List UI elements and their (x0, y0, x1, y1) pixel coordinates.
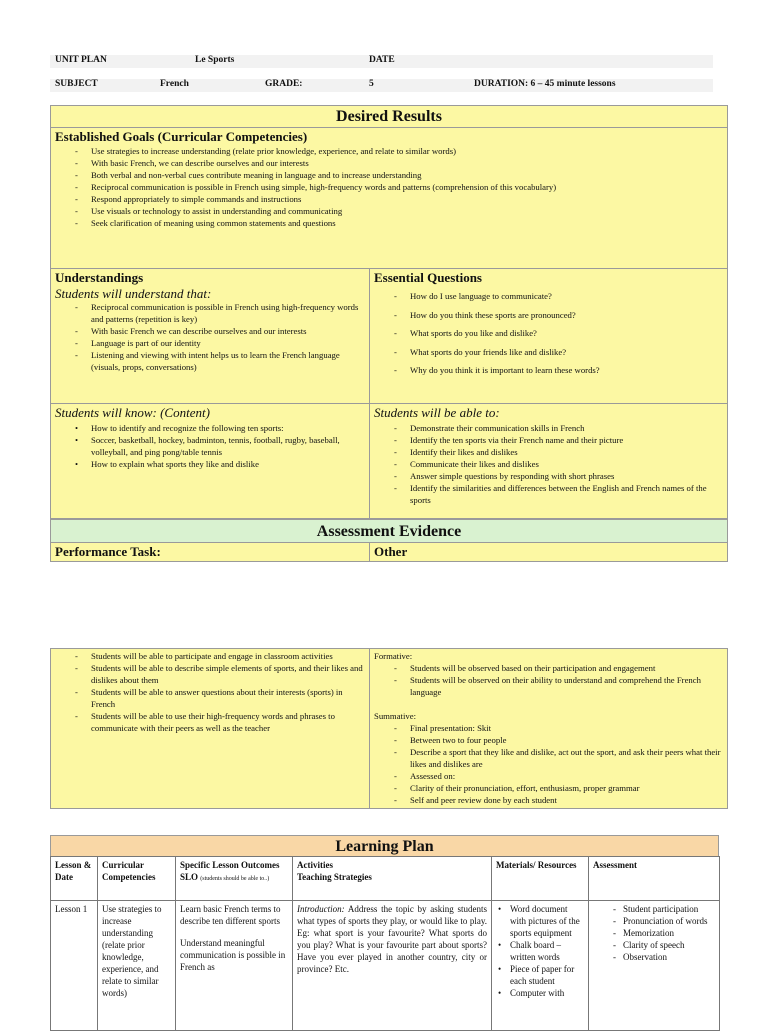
list-item: - Respond appropriately to simple commands and instructions (55, 193, 723, 205)
essential-questions-heading: Essential Questions (374, 270, 482, 285)
desired-results-title: Desired Results (50, 105, 728, 128)
competencies-cell: Use strategies to increase understanding (relate prior knowledge, experience, and relate to similar words) (98, 901, 176, 1031)
will-know-section (50, 403, 370, 519)
goals-heading: Established Goals (Curricular Competencies) (55, 129, 308, 144)
teaching-strategies-label: Teaching Strategies (297, 872, 372, 882)
slo-item: Understand meaningful communication is possible in French as (180, 938, 286, 972)
understandings-section (50, 268, 370, 404)
slo-note: (students should be able to..) (200, 876, 270, 882)
list-item: - Describe a sport that they like and dislike, act out the sport, and ask their peers what their likes and dislikes are (374, 746, 723, 770)
understandings-subheading: Students will understand that: (55, 286, 212, 301)
list-item: • How to identify and recognize the following ten sports: (55, 422, 365, 434)
table-row (51, 901, 720, 1031)
able-to-list (374, 422, 723, 506)
performance-items-cell (50, 648, 370, 809)
formative-label: Formative: (374, 651, 413, 661)
other-label: Other (374, 544, 408, 559)
col-activities (293, 857, 492, 901)
subject-label: SUBJECT (55, 79, 98, 89)
materials-list (496, 903, 584, 999)
list-item: - Seek clarification of meaning using common statements and questions (55, 217, 723, 229)
list-item: - Listening and viewing with intent helps us to learn the French language (visuals, props, conversations) (55, 349, 365, 373)
list-item: - Final presentation: Skit (374, 722, 723, 734)
assessment-cell (589, 901, 720, 1031)
list-item: - Students will be able to participate and engage in classroom activities (55, 650, 365, 662)
assessment-list (609, 903, 715, 963)
slo-abbr-line (180, 871, 288, 885)
performance-task-label: Performance Task: (55, 544, 161, 559)
list-item: - What sports do your friends like and dislike? (374, 346, 723, 358)
list-item: - Identify the similarities and differences between the English and French names of the sports (374, 482, 723, 506)
list-item: - Communicate their likes and dislikes (374, 458, 723, 470)
list-item: - Pronunciation of words (609, 915, 715, 927)
goals-section (50, 127, 728, 269)
list-item: - Both verbal and non-verbal cues contribute meaning in language and to increase understanding (55, 169, 723, 181)
list-item: • Word document with pictures of the sports equipment (496, 903, 584, 939)
list-item: - Students will be observed based on their participation and engagement (374, 662, 723, 674)
list-item: - Students will be able to describe simple elements of sports, and their likes and dislikes about them (55, 662, 365, 686)
list-item: - Assessed on: (374, 770, 723, 782)
able-to-section (369, 403, 728, 519)
performance-list (55, 650, 365, 734)
list-item: - Students will be able to use their high-frequency words and phrases to communicate with their peers as well as the teacher (55, 710, 365, 734)
list-item: - Use visuals or technology to assist in understanding and communicating (55, 205, 723, 217)
summative-label: Summative: (374, 711, 416, 721)
list-item: - Why do you think it is important to learn these words? (374, 364, 723, 376)
duration: DURATION: 6 – 45 minute lessons (474, 79, 616, 89)
list-item: - Answer simple questions by responding with short phrases (374, 470, 723, 482)
list-item: - Student participation (609, 903, 715, 915)
date-label: DATE (369, 55, 395, 65)
slo-abbr: SLO (180, 872, 199, 882)
list-item: - Identify the ten sports via their French name and their picture (374, 434, 723, 446)
list-item: - With basic French we can describe ourselves and our interests (55, 325, 365, 337)
col-materials: Materials/ Resources (492, 857, 589, 901)
table-header-row (51, 857, 720, 901)
list-item: - Memorization (609, 927, 715, 939)
col-assessment: Assessment (589, 857, 720, 901)
list-item: - With basic French, we can describe ourselves and our interests (55, 157, 723, 169)
list-item: • Computer with (496, 987, 584, 999)
slo-item: Learn basic French terms to describe ten different sports (180, 904, 281, 926)
lesson-cell: Lesson 1 (51, 901, 98, 1031)
activities-label: Activities (297, 860, 333, 870)
list-item: - Students will be observed on their ability to understand and comprehend the French language (374, 674, 723, 698)
col-competencies: Curricular Competencies (98, 857, 176, 901)
col-lesson: Lesson & Date (51, 857, 98, 901)
intro-label: Introduction: (297, 904, 345, 914)
essential-questions-section (369, 268, 728, 404)
list-item: • How to explain what sports they like and dislike (55, 458, 365, 470)
goals-list (55, 145, 723, 229)
intro-text: Address the topic by asking students what types of sports they play, or would like to play. Eg: what sport is your favourite? What sports do you play? What is your favourite part about sports? Have you ever played in another country, city or province? Etc. (297, 904, 487, 974)
unit-plan-label: UNIT PLAN (55, 55, 107, 65)
list-item: - Self and peer review done by each student (374, 794, 723, 806)
summative-list (374, 722, 723, 806)
will-know-heading: Students will know: (Content) (55, 405, 210, 420)
learning-plan-table (50, 856, 720, 1031)
materials-cell (492, 901, 589, 1031)
other-items-cell (369, 648, 728, 809)
list-item: - Identify their likes and dislikes (374, 446, 723, 458)
list-item: - Use strategies to increase understanding (relate prior knowledge, experience, and relate to similar words) (55, 145, 723, 157)
activities-cell (293, 901, 492, 1031)
essential-questions-list (374, 290, 723, 376)
list-item: - Observation (609, 951, 715, 963)
unit-plan-value: Le Sports (195, 55, 235, 65)
col-slo (176, 857, 293, 901)
performance-task-cell (50, 542, 370, 562)
list-item: - How do you think these sports are pronounced? (374, 309, 723, 321)
list-item: - Reciprocal communication is possible in French using high-frequency words and patterns (repetition is key) (55, 301, 365, 325)
list-item: - Clarity of speech (609, 939, 715, 951)
understandings-heading: Understandings (55, 270, 144, 285)
list-item: - Demonstrate their communication skills in French (374, 422, 723, 434)
learning-plan-title: Learning Plan (50, 835, 719, 857)
able-to-heading: Students will be able to: (374, 405, 500, 420)
list-item: - What sports do you like and dislike? (374, 327, 723, 339)
slo-cell (176, 901, 293, 1031)
grade-label: GRADE: (265, 79, 303, 89)
slo-title: Specific Lesson Outcomes (180, 860, 280, 870)
list-item: - How do I use language to communicate? (374, 290, 723, 302)
list-item: - Students will be able to answer questions about their interests (sports) in French (55, 686, 365, 710)
will-know-list (55, 422, 365, 470)
list-item: • Chalk board – written words (496, 939, 584, 963)
other-cell (369, 542, 728, 562)
list-item: - Between two to four people (374, 734, 723, 746)
list-item: • Soccer, basketball, hockey, badminton, tennis, football, rugby, baseball, volleyball, and ping pong/table tennis (55, 434, 365, 458)
formative-list (374, 662, 723, 698)
understandings-list (55, 301, 365, 373)
assessment-evidence-title: Assessment Evidence (50, 519, 728, 543)
list-item: - Reciprocal communication is possible in French using simple, high-frequency words and patterns (comprehension of this vocabulary) (55, 181, 723, 193)
subject-value: French (160, 79, 189, 89)
list-item: • Piece of paper for each student (496, 963, 584, 987)
grade-value: 5 (369, 79, 374, 89)
list-item: - Language is part of our identity (55, 337, 365, 349)
list-item: - Clarity of their pronunciation, effort, enthusiasm, proper grammar (374, 782, 723, 794)
